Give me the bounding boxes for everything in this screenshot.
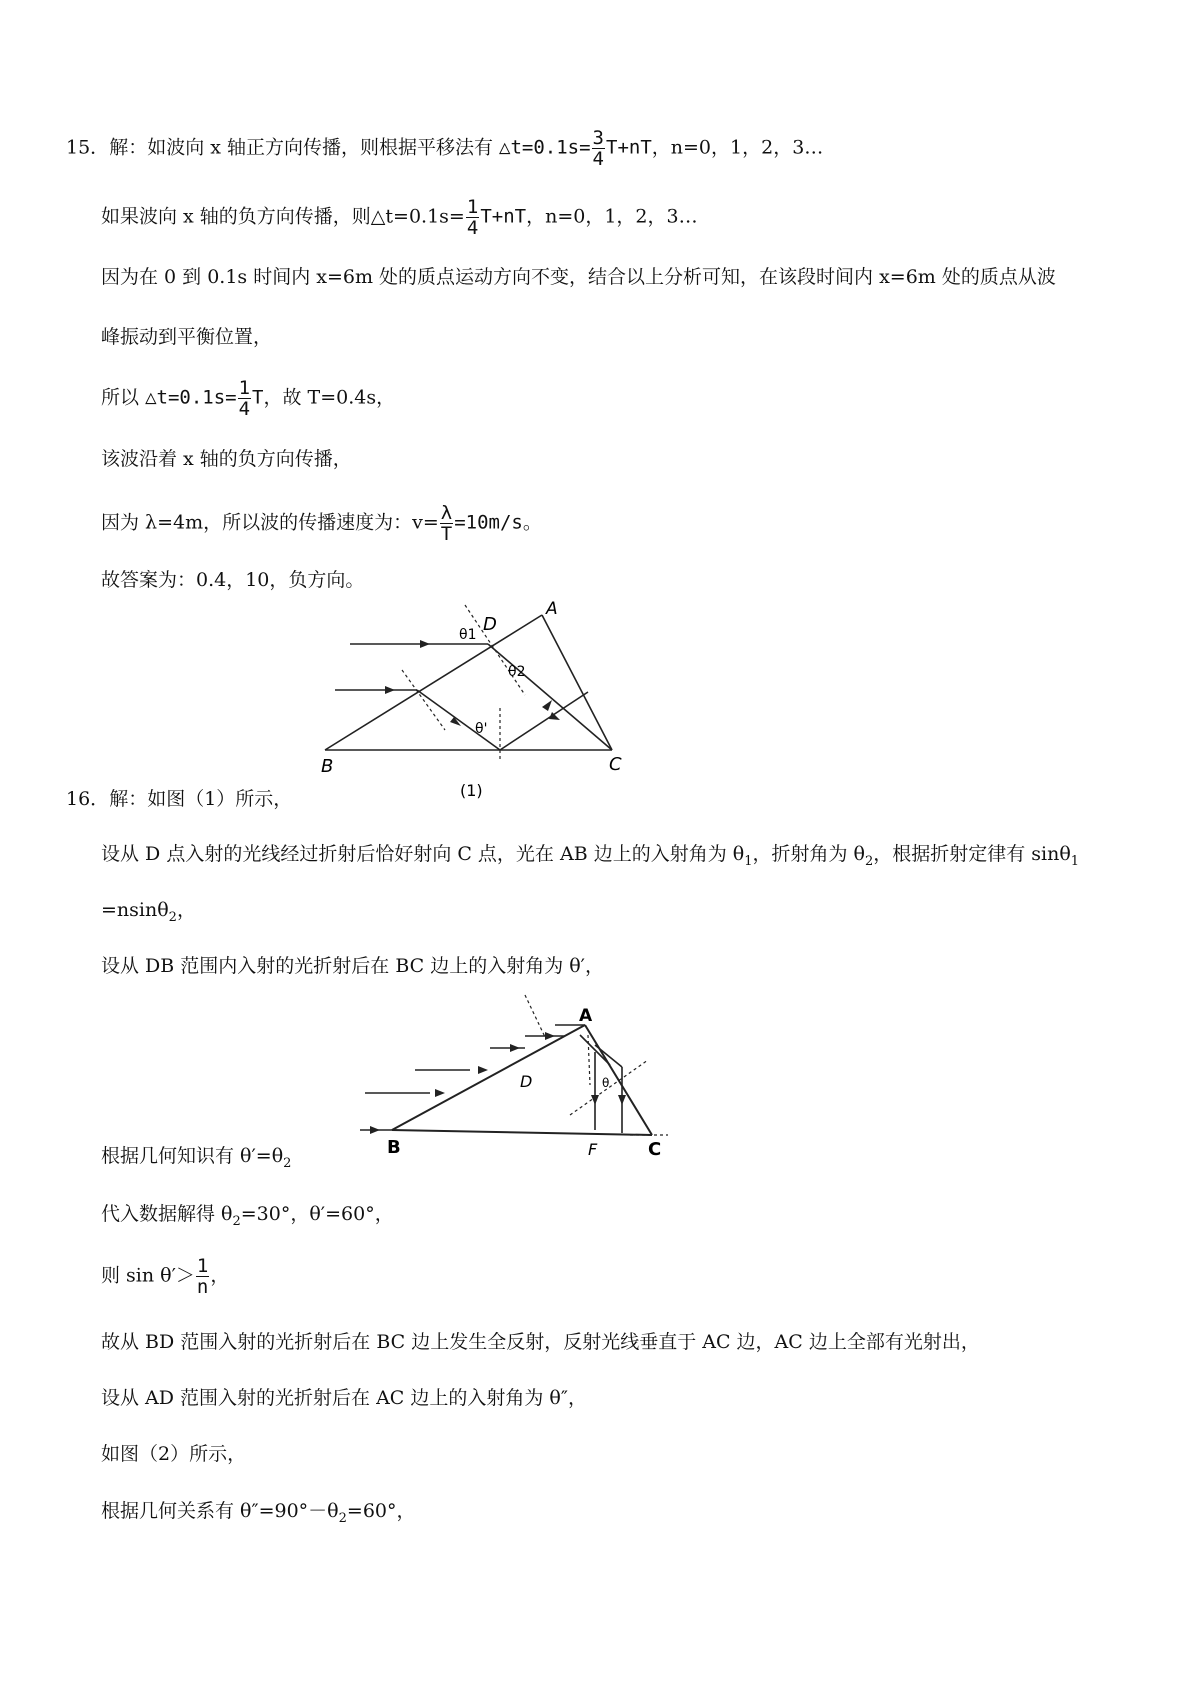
label-d: D bbox=[520, 1072, 533, 1091]
label-b: B bbox=[387, 1137, 401, 1158]
p15-answer: 故答案为：0.4，10，负方向。 bbox=[101, 569, 365, 591]
p16-line2: 设从 D 点入射的光线经过折射后恰好射向 C 点，光在 AB 边上的入射角为 $\theta_1$，折射角为 $\theta_2$，根据折射定律有 sinθ$_1$ bbox=[101, 843, 1080, 869]
p16-line5: 根据几何知识有 $\theta'=\theta_2$ bbox=[101, 1145, 292, 1171]
refracted-ray-dc bbox=[488, 644, 612, 750]
p16-line4: 设从 DB 范围内入射的光折射后在 BC 边上的入射角为 θ′， bbox=[101, 955, 605, 977]
problem-16-number: 16． bbox=[66, 788, 110, 810]
p15-line2: 如果波向 x 轴的负方向传播，则△t=0.1s= $\frac{1}{4}$ T+nT，n=0，1，2，3… bbox=[101, 196, 698, 239]
label-c: C bbox=[609, 754, 622, 775]
p15-line5: 所以 △t=0.1s= $\frac{1}{4}$ T，故 T=0.4s， bbox=[101, 377, 396, 420]
p16-line10: 如图（2）所示， bbox=[101, 1443, 247, 1465]
fraction-1-4: $\frac{1}{4}$ bbox=[466, 196, 479, 239]
label-theta2: θ2 bbox=[508, 664, 526, 680]
label-b: B bbox=[321, 756, 334, 777]
p16-line3: =nsinθ$_2$， bbox=[101, 899, 196, 925]
p15-line1: 15．解：如波向 x 轴正方向传播，则根据平移法有 △t=0.1s= $\frac{3}{4}$ T+nT，n=0，1，2，3… bbox=[66, 127, 824, 170]
figure-1-caption: (1) bbox=[460, 781, 483, 800]
label-c: C bbox=[648, 1139, 662, 1160]
p16-line11: 根据几何关系有 $\theta''=90^\circ-\theta_2=60^\circ$， bbox=[101, 1500, 416, 1526]
reflected-ray bbox=[500, 692, 588, 750]
problem-15-number: 15． bbox=[66, 136, 110, 159]
label-d: D bbox=[483, 614, 497, 635]
figure-1 bbox=[320, 600, 640, 800]
label-theta1: θ1 bbox=[459, 627, 477, 643]
label-a: A bbox=[546, 600, 558, 619]
p15-line4: 峰振动到平衡位置， bbox=[101, 326, 273, 348]
fraction-3-4: $\frac{3}{4}$ bbox=[592, 127, 604, 170]
edge-bc bbox=[392, 1130, 652, 1135]
p16-line1: 16．解：如图（1）所示， bbox=[66, 788, 293, 810]
p16-line6: 代入数据解得 $\theta_2=30^\circ$，θ′=60°， bbox=[101, 1203, 394, 1229]
p15-line6: 该波沿着 x 轴的负方向传播， bbox=[101, 448, 352, 470]
refracted-ray-to-bc bbox=[417, 690, 500, 750]
p16-line8: 故从 BD 范围入射的光折射后在 BC 边上发生全反射，反射光线垂直于 AC 边，AC 边上全部有光射出， bbox=[101, 1331, 980, 1353]
p16-line9: 设从 AD 范围入射的光折射后在 AC 边上的入射角为 θ″， bbox=[101, 1387, 587, 1409]
fraction-1-4-b: $\frac{1}{4}$ bbox=[238, 377, 251, 420]
p16-line7: 则 sin θ′＞ $\frac{1}{n}$ ， bbox=[101, 1255, 230, 1298]
fraction-1-n: $\frac{1}{n}$ bbox=[196, 1255, 209, 1298]
label-theta-prime: θ' bbox=[475, 721, 488, 737]
fraction-lambda-T: $\frac{\lambda}{T}$ bbox=[440, 502, 453, 545]
label-a: A bbox=[579, 1006, 593, 1026]
label-theta: θ bbox=[602, 1076, 610, 1090]
label-f: F bbox=[588, 1140, 598, 1159]
edge-ab bbox=[325, 615, 542, 750]
figure-2 bbox=[330, 985, 670, 1160]
edge-ac bbox=[542, 615, 612, 750]
p15-line3: 因为在 0 到 0.1s 时间内 x=6m 处的质点运动方向不变，结合以上分析可知，在该段时间内 x=6m 处的质点从波 bbox=[101, 266, 1056, 288]
p15-line7: 因为 λ=4m，所以波的传播速度为：v= $\frac{\lambda}{T}$ =10m/s。 bbox=[101, 502, 542, 545]
edge-ab bbox=[392, 1025, 585, 1130]
